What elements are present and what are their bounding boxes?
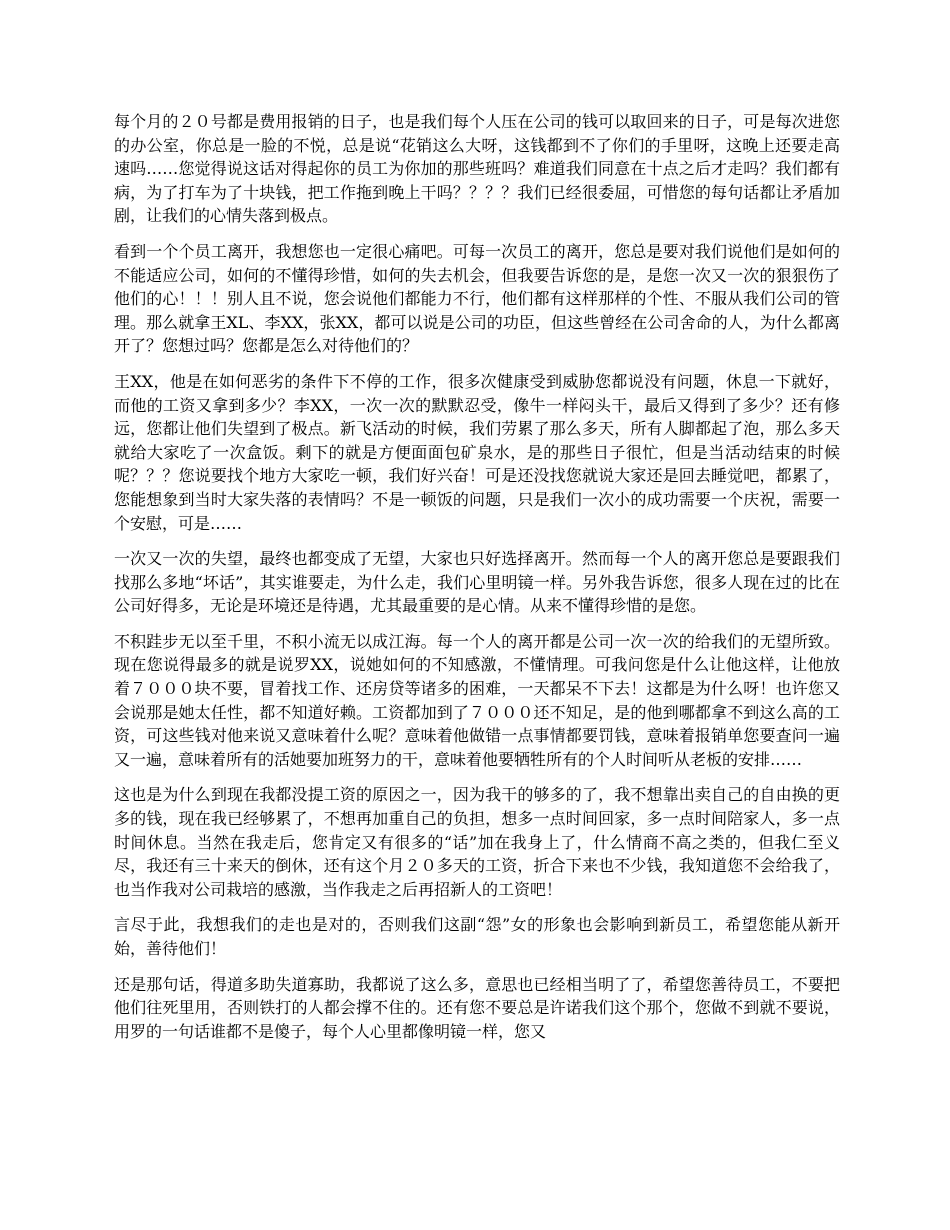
paragraph-7: 言尽于此，我想我们的走也是对的，否则我们这副“怨”女的形象也会影响到新员工，希望您能从新开始，善待他们！	[114, 915, 840, 958]
letter-document	[114, 110, 840, 1055]
paragraph-8: 还是那句话，得道多助失道寡助，我都说了这么多，意思也已经相当明了了，希望您善待员工，不要把他们往死里用，否则铁打的人都会撑不住的。还有您不要总是许诺我们这个那个，您做不到就不要说，用罗的一句话谁都不是傻子，每个人心里都像明镜一样，您又	[114, 974, 840, 1041]
paragraph-2: 看到一个个员工离开，我想您也一定很心痛吧。可每一次员工的离开，您总是要对我们说他们是如何的不能适应公司，如何的不懂得珍惜，如何的失去机会，但我要告诉您的是，是您一次又一次的狠狠伤了他们的心！！！别人且不说，您会说他们都能力不行，他们都有这样那样的个性、不服从我们公司的管理。那么就拿王XL、李XX，张XX，都可以说是公司的功臣，但这些曾经在公司舍命的人，为什么都离开了？您想过吗？您都是怎么对待他们的？	[114, 241, 840, 356]
paragraph-4: 一次又一次的失望，最终也都变成了无望，大家也只好选择离开。然而每一个人的离开您总是要跟我们找那么多地“坏话”，其实谁要走，为什么走，我们心里明镜一样。另外我告诉您，很多人现在过的比在公司好得多，无论是环境还是待遇，尤其最重要的是心情。从来不懂得珍惜的是您。	[114, 549, 840, 616]
paragraph-6: 这也是为什么到现在我都没提工资的原因之一，因为我干的够多的了，我不想靠出卖自己的自由换的更多的钱，现在我已经够累了，不想再加重自己的负担，想多一点时间回家，多一点时间陪家人，多一点时间休息。当然在我走后，您肯定又有很多的“话”加在我身上了，什么情商不高之类的，但我仁至义尽，我还有三十来天的倒休，还有这个月２０多天的工资，折合下来也不少钱，我知道您不会给我了，也当作我对公司栽培的感激，当作我走之后再招新人的工资吧！	[114, 785, 840, 899]
paragraph-3: 王XX，他是在如何恶劣的条件下不停的工作，很多次健康受到威胁您都说没有问题，休息一下就好，而他的工资又拿到多少？李XX，一次一次的默默忍受，像牛一样闷头干，最后又得到了多少？还有修远，您都让他们失望到了极点。新飞活动的时候，我们劳累了那么多天，所有人脚都起了泡，那么多天就给大家吃了一次盒饭。剩下的就是方便面面包矿泉水，是的那些日子很忙，但是当活动结束的时候呢？？？您说要找个地方大家吃一顿，我们好兴奋！可是还没找您就说大家还是回去睡觉吧，都累了，您能想象到当时大家失落的表情吗？不是一顿饭的问题，只是我们一次小的成功需要一个庆祝，需要一个安慰，可是……	[114, 371, 840, 533]
paragraph-5: 不积跬步无以至千里，不积小流无以成江海。每一个人的离开都是公司一次一次的给我们的无望所致。现在您说得最多的就是说罗XX，说她如何的不知感激，不懂情理。可我问您是什么让他这样，让他放着７０００块不要，冒着找工作、还房贷等诸多的困难，一天都呆不下去！这都是为什么呀！也许您又会说那是她太任性，都不知道好赖。工资都加到了７０００还不知足，是的他到哪都拿不到这么高的工资，可这些钱对他来说又意味着什么呢？意味着他做错一点事情都要罚钱，意味着报销单您要查问一遍又一遍，意味着所有的活她要加班努力的干，意味着他要牺牲所有的个人时间听从老板的安排……	[114, 631, 840, 769]
paragraph-1: 每个月的２０号都是费用报销的日子，也是我们每个人压在公司的钱可以取回来的日子，可是每次进您的办公室，你总是一脸的不悦，总是说“花销这么大呀，这钱都到不了你们的手里呀，这晚上还要走高速吗……您觉得说这话对得起你的员工为你加的那些班吗？难道我们同意在十点之后才走吗？我们都有病，为了打车为了十块钱，把工作拖到晚上干吗？？？？我们已经很委屈，可惜您的每句话都让矛盾加剧，让我们的心情失落到极点。	[114, 112, 840, 226]
